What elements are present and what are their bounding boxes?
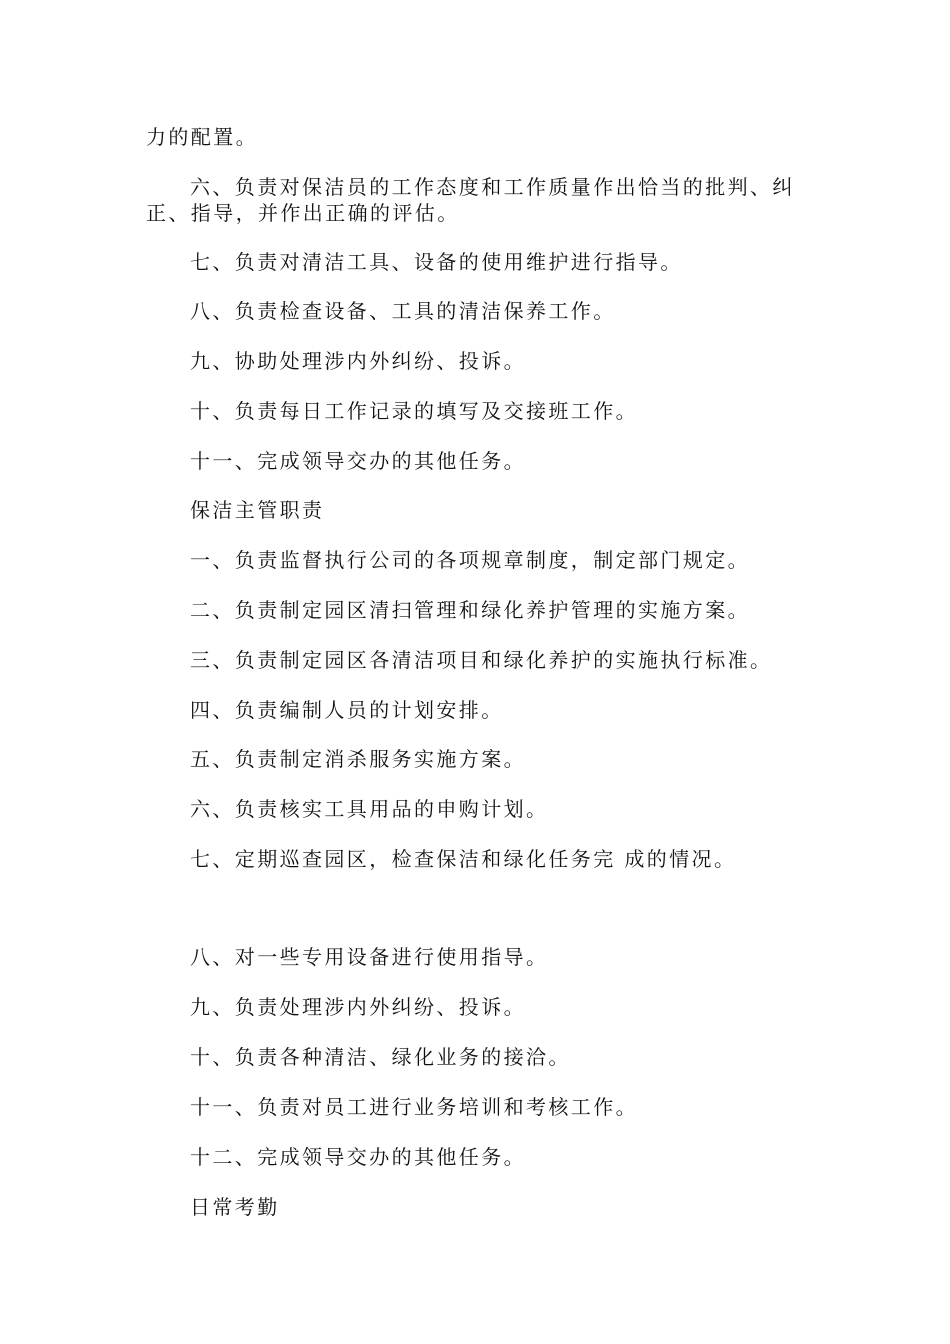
duty-item: 二、负责制定园区清扫管理和绿化养护管理的实施方案。 xyxy=(190,598,750,622)
duty-item: 七、定期巡查园区，检查保洁和绿化任务完 成的情况。 xyxy=(190,847,737,871)
duty-item: 十一、完成领导交办的其他任务。 xyxy=(190,449,526,473)
duty-item: 一、负责监督执行公司的各项规章制度，制定部门规定。 xyxy=(190,548,750,572)
duty-item: 八、对一些专用设备进行使用指导。 xyxy=(190,945,549,969)
duty-item: 九、协助处理涉内外纠纷、投诉。 xyxy=(190,349,526,373)
duty-item: 八、负责检查设备、工具的清洁保养工作。 xyxy=(190,299,616,323)
duty-item: 七、负责对清洁工具、设备的使用维护进行指导。 xyxy=(190,250,683,274)
duty-item: 十、负责各种清洁、绿化业务的接洽。 xyxy=(190,1045,571,1069)
duty-item: 三、负责制定园区各清洁项目和绿化养护的实施执行标准。 xyxy=(190,648,773,672)
duty-item: 四、负责编制人员的计划安排。 xyxy=(190,698,504,722)
duty-item: 九、负责处理涉内外纠纷、投诉。 xyxy=(190,995,526,1019)
section-heading: 日常考勤 xyxy=(190,1195,280,1219)
duty-item: 十二、完成领导交办的其他任务。 xyxy=(190,1145,526,1169)
paragraph-continuation: 力的配置。 xyxy=(146,125,258,149)
duty-item: 十、负责每日工作记录的填写及交接班工作。 xyxy=(190,399,638,423)
section-heading: 保洁主管职责 xyxy=(190,498,325,522)
duty-item: 六、负责核实工具用品的申购计划。 xyxy=(190,797,549,821)
duty-item-line: 六、负责对保洁员的工作态度和工作质量作出恰当的批判、纠 xyxy=(190,175,795,199)
duty-item: 十一、负责对员工进行业务培训和考核工作。 xyxy=(190,1095,638,1119)
duty-item: 五、负责制定消杀服务实施方案。 xyxy=(190,747,526,771)
duty-item-line: 正、指导，并作出正确的评估。 xyxy=(146,201,460,225)
